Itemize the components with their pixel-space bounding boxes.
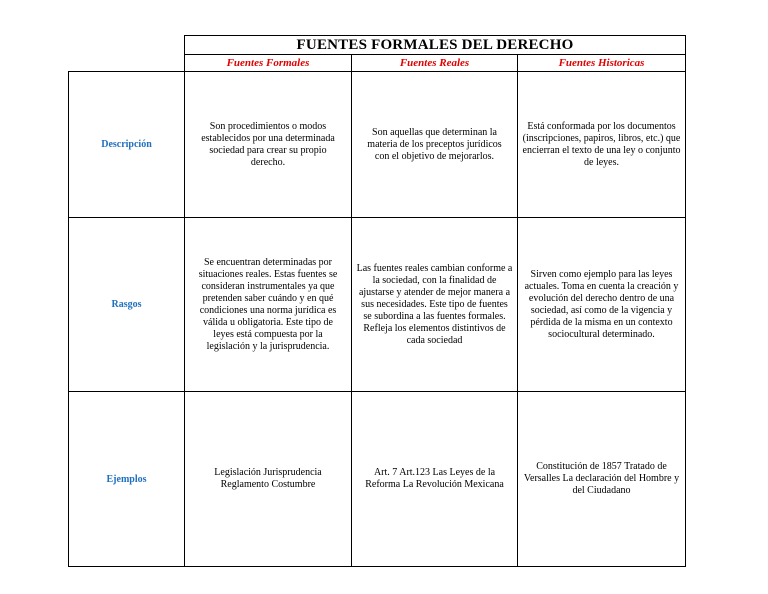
- column-header-fuentes-reales: Fuentes Reales: [399, 57, 470, 69]
- table-cell: Son procedimientos o modos establecidos por una determinada sociedad para crear su propio derecho.: [201, 120, 335, 168]
- column-header-fuentes-formales: Fuentes Formales: [226, 57, 310, 69]
- column-header-fuentes-historicas: Fuentes Historicas: [558, 57, 645, 69]
- table-cell: Art. 7 Art.123 Las Leyes de la Reforma La Revolución Mexicana: [365, 467, 504, 490]
- border-bottom: [68, 566, 686, 567]
- table-cell: Se encuentran determinadas por situaciones reales. Estas fuentes se consideran instrumentales ya que pretenden saber cuándo y en qué condiciones una norma jurídica es válida u obligatoria. Este tipo de leyes está compuesta por la legislación y la jurisprudencia.: [198, 256, 338, 352]
- row-header-descripcion: Descripción: [101, 139, 152, 150]
- row-header-rasgos: Rasgos: [111, 299, 142, 310]
- table-cell: Constitución de 1857 Tratado de Versalles La declaración del Hombre y del Ciudadano: [523, 461, 680, 496]
- table-cell: Está conformada por los documentos (inscripciones, papiros, libros, etc.) que encierran el texto de una ley o conjunto de leyes.: [522, 120, 681, 168]
- page-title: FUENTES FORMALES DEL DERECHO: [296, 36, 574, 53]
- table-cell: Legislación Jurisprudencia Reglamento Costumbre: [214, 467, 322, 490]
- row-header-ejemplos: Ejemplos: [106, 473, 147, 485]
- table-cell: Sirven como ejemplo para las leyes actuales. Toma en cuenta la creación y evolución del derecho dentro de una sociedad, así como de la vigencia y pérdida de la misma en un contexto sociocultural determinado.: [524, 268, 679, 340]
- table-cell: Son aquellas que determinan la materia de los preceptos jurídicos con el objetivo de mejorarlos.: [367, 126, 502, 162]
- border-right: [685, 35, 686, 567]
- table-cell: Las fuentes reales cambian conforme a la sociedad, con la finalidad de ajustarse y atender de mejor manera a sus necesidades. Este tipo de fuentes se subordina a las fuentes formales. Refleja los elementos distintivos de cada sociedad: [356, 262, 513, 346]
